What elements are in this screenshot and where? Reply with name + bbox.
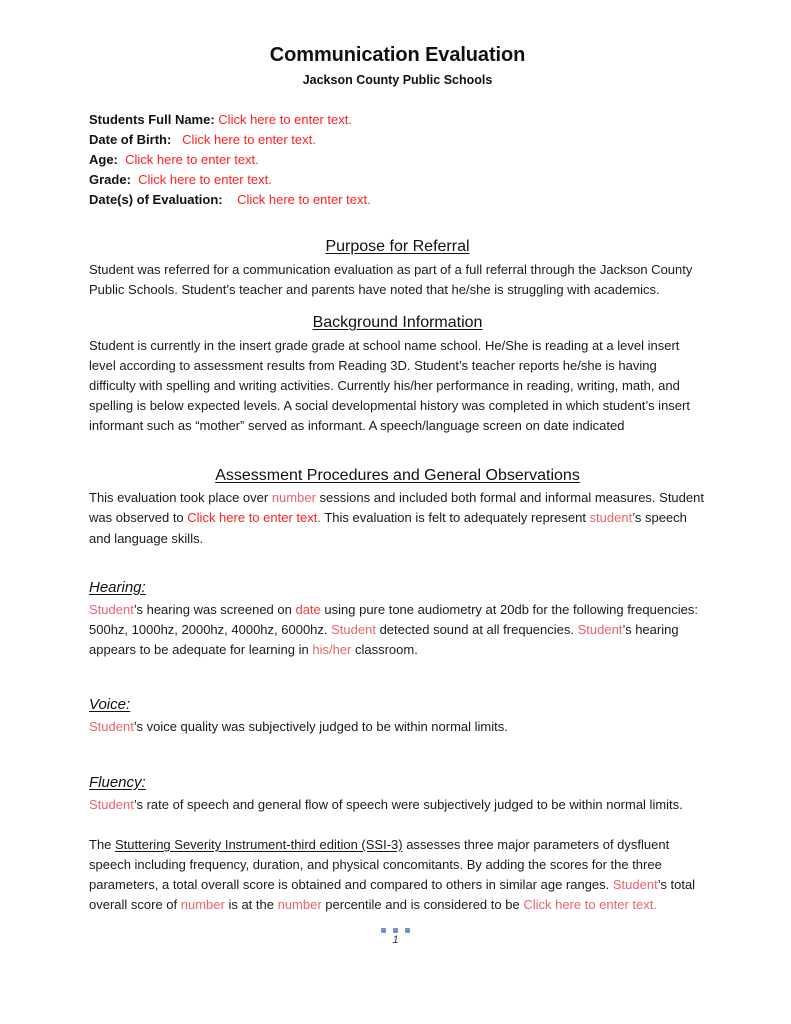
text-run: The: [89, 836, 116, 852]
paragraph-ssi3: [89, 835, 706, 916]
text-run: ’s voice quality was subjectively judged to be within normal limits.: [133, 719, 508, 735]
paragraph-hearing: [89, 600, 706, 661]
field-date-of-birth: [89, 130, 706, 150]
heading-text: Purpose for Referral: [325, 238, 470, 255]
text-run: assesses three major parameters of dysfluent speech including frequency, duration, and physical concomitants. By adding the scores for the three parameters, a total overall score is obtained and compared to others in similar age ranges.: [89, 836, 670, 893]
token-student[interactable]: Student: [89, 601, 134, 617]
text-run: ’s hearing was screened on: [133, 601, 296, 617]
paragraph-fluency: [89, 795, 706, 815]
text-run: ’s total overall score of: [89, 877, 696, 913]
heading-background-information: [89, 312, 706, 334]
page-subtitle: Jackson County Public Schools: [302, 73, 493, 87]
token-student[interactable]: Student: [577, 622, 623, 638]
heading-fluency: [89, 772, 706, 793]
field-label: Age:: [89, 152, 122, 167]
field-age: [89, 150, 706, 170]
token-click-here[interactable]: Click here to enter text.: [187, 510, 321, 526]
field-placeholder-value[interactable]: Click here to enter text.: [138, 172, 272, 187]
field-placeholder-value[interactable]: Click here to enter text.: [218, 112, 352, 127]
heading-text: Hearing:: [89, 578, 146, 596]
text-run: sessions and included both formal and informal measures. Student was observed to: [89, 490, 704, 526]
text-run: This evaluation is felt to adequately represent: [320, 510, 590, 526]
token-student[interactable]: Student: [89, 719, 134, 735]
token-number[interactable]: number: [277, 897, 322, 913]
text-run: ’s hearing appears to be adequate for learning in: [89, 622, 679, 658]
page-footer: [0, 928, 791, 947]
field-placeholder-value[interactable]: Click here to enter text.: [233, 192, 371, 207]
text-run: ’s rate of speech and general flow of speech were subjectively judged to be within normal limits.: [133, 796, 683, 812]
text-run: ’s speech and language skills.: [89, 510, 687, 546]
field-label: Date of Birth:: [89, 132, 183, 147]
text-run: classroom.: [351, 642, 418, 658]
token-student[interactable]: Student: [89, 796, 134, 812]
text-run: using pure tone audiometry at 20db for the following frequencies: 500hz, 1000hz, 2000hz, 4000hz, 6000hz.: [89, 601, 699, 638]
heading-text: Fluency:: [89, 773, 146, 791]
heading-purpose-for-referral: [89, 236, 706, 258]
heading-text: Voice:: [89, 696, 131, 714]
field-placeholder-value[interactable]: Click here to enter text.: [182, 132, 316, 147]
paragraph-voice: [89, 717, 706, 737]
heading-hearing: [89, 577, 706, 598]
paragraph-assessment-procedures: [89, 488, 706, 549]
text-run: This evaluation took place over: [89, 490, 272, 506]
token-date[interactable]: date: [295, 601, 321, 617]
token-his-her[interactable]: his/her: [312, 642, 352, 658]
field-label: Date(s) of Evaluation:: [89, 192, 234, 207]
dot-icon: [393, 928, 398, 933]
paragraph-background-information: Student is currently in the insert grade grade at school name school. He/She is reading at a level insert level according to assessment results from Reading 3D. Student’s teacher reports he/she is having difficulty with spelling and writing activities. Currently his/her performance in reading, writing, math, and spelling is below expected levels. A social developmental history was completed in which student’s insert informant such as “mother” served as informant. A speech/language screen on date indicated: [89, 337, 690, 434]
page-title: Communication Evaluation: [269, 44, 526, 66]
field-placeholder-value[interactable]: Click here to enter text.: [121, 152, 259, 167]
field-grade: [89, 170, 706, 190]
field-label: Grade:: [89, 172, 139, 187]
student-info-fields: [89, 110, 706, 210]
footer-dots-ornament: [0, 928, 791, 933]
token-number[interactable]: number: [271, 490, 316, 506]
dot-icon: [405, 928, 410, 933]
token-student[interactable]: Student: [331, 622, 376, 638]
field-dates-of-evaluation: [89, 190, 706, 210]
page-number: 1: [392, 934, 399, 946]
field-label: Students Full Name:: [89, 112, 219, 127]
text-run: percentile and is considered to be: [321, 897, 524, 913]
paragraph-purpose-for-referral: Student was referred for a communication evaluation as part of a full referral through the Jackson County Public Schools. Student’s teacher and parents have noted that he/she is struggling with academics.: [89, 261, 693, 297]
field-students-full-name: [89, 110, 706, 130]
document-content: [89, 44, 706, 916]
heading-text: Assessment Procedures and General Observations: [215, 466, 580, 484]
token-number[interactable]: number: [180, 897, 225, 913]
heading-voice: [89, 694, 706, 715]
text-run: is at the: [224, 897, 278, 913]
dot-icon: [381, 928, 386, 933]
token-student[interactable]: student: [589, 510, 633, 526]
text-run: detected sound at all frequencies.: [375, 622, 578, 638]
instrument-name: Stuttering Severity Instrument-third edition (SSI-3): [115, 836, 403, 852]
token-student[interactable]: Student: [612, 877, 658, 893]
heading-text: Background Information: [312, 314, 483, 331]
heading-assessment-procedures: [89, 465, 706, 487]
token-click-here[interactable]: Click here to enter text.: [523, 897, 657, 913]
